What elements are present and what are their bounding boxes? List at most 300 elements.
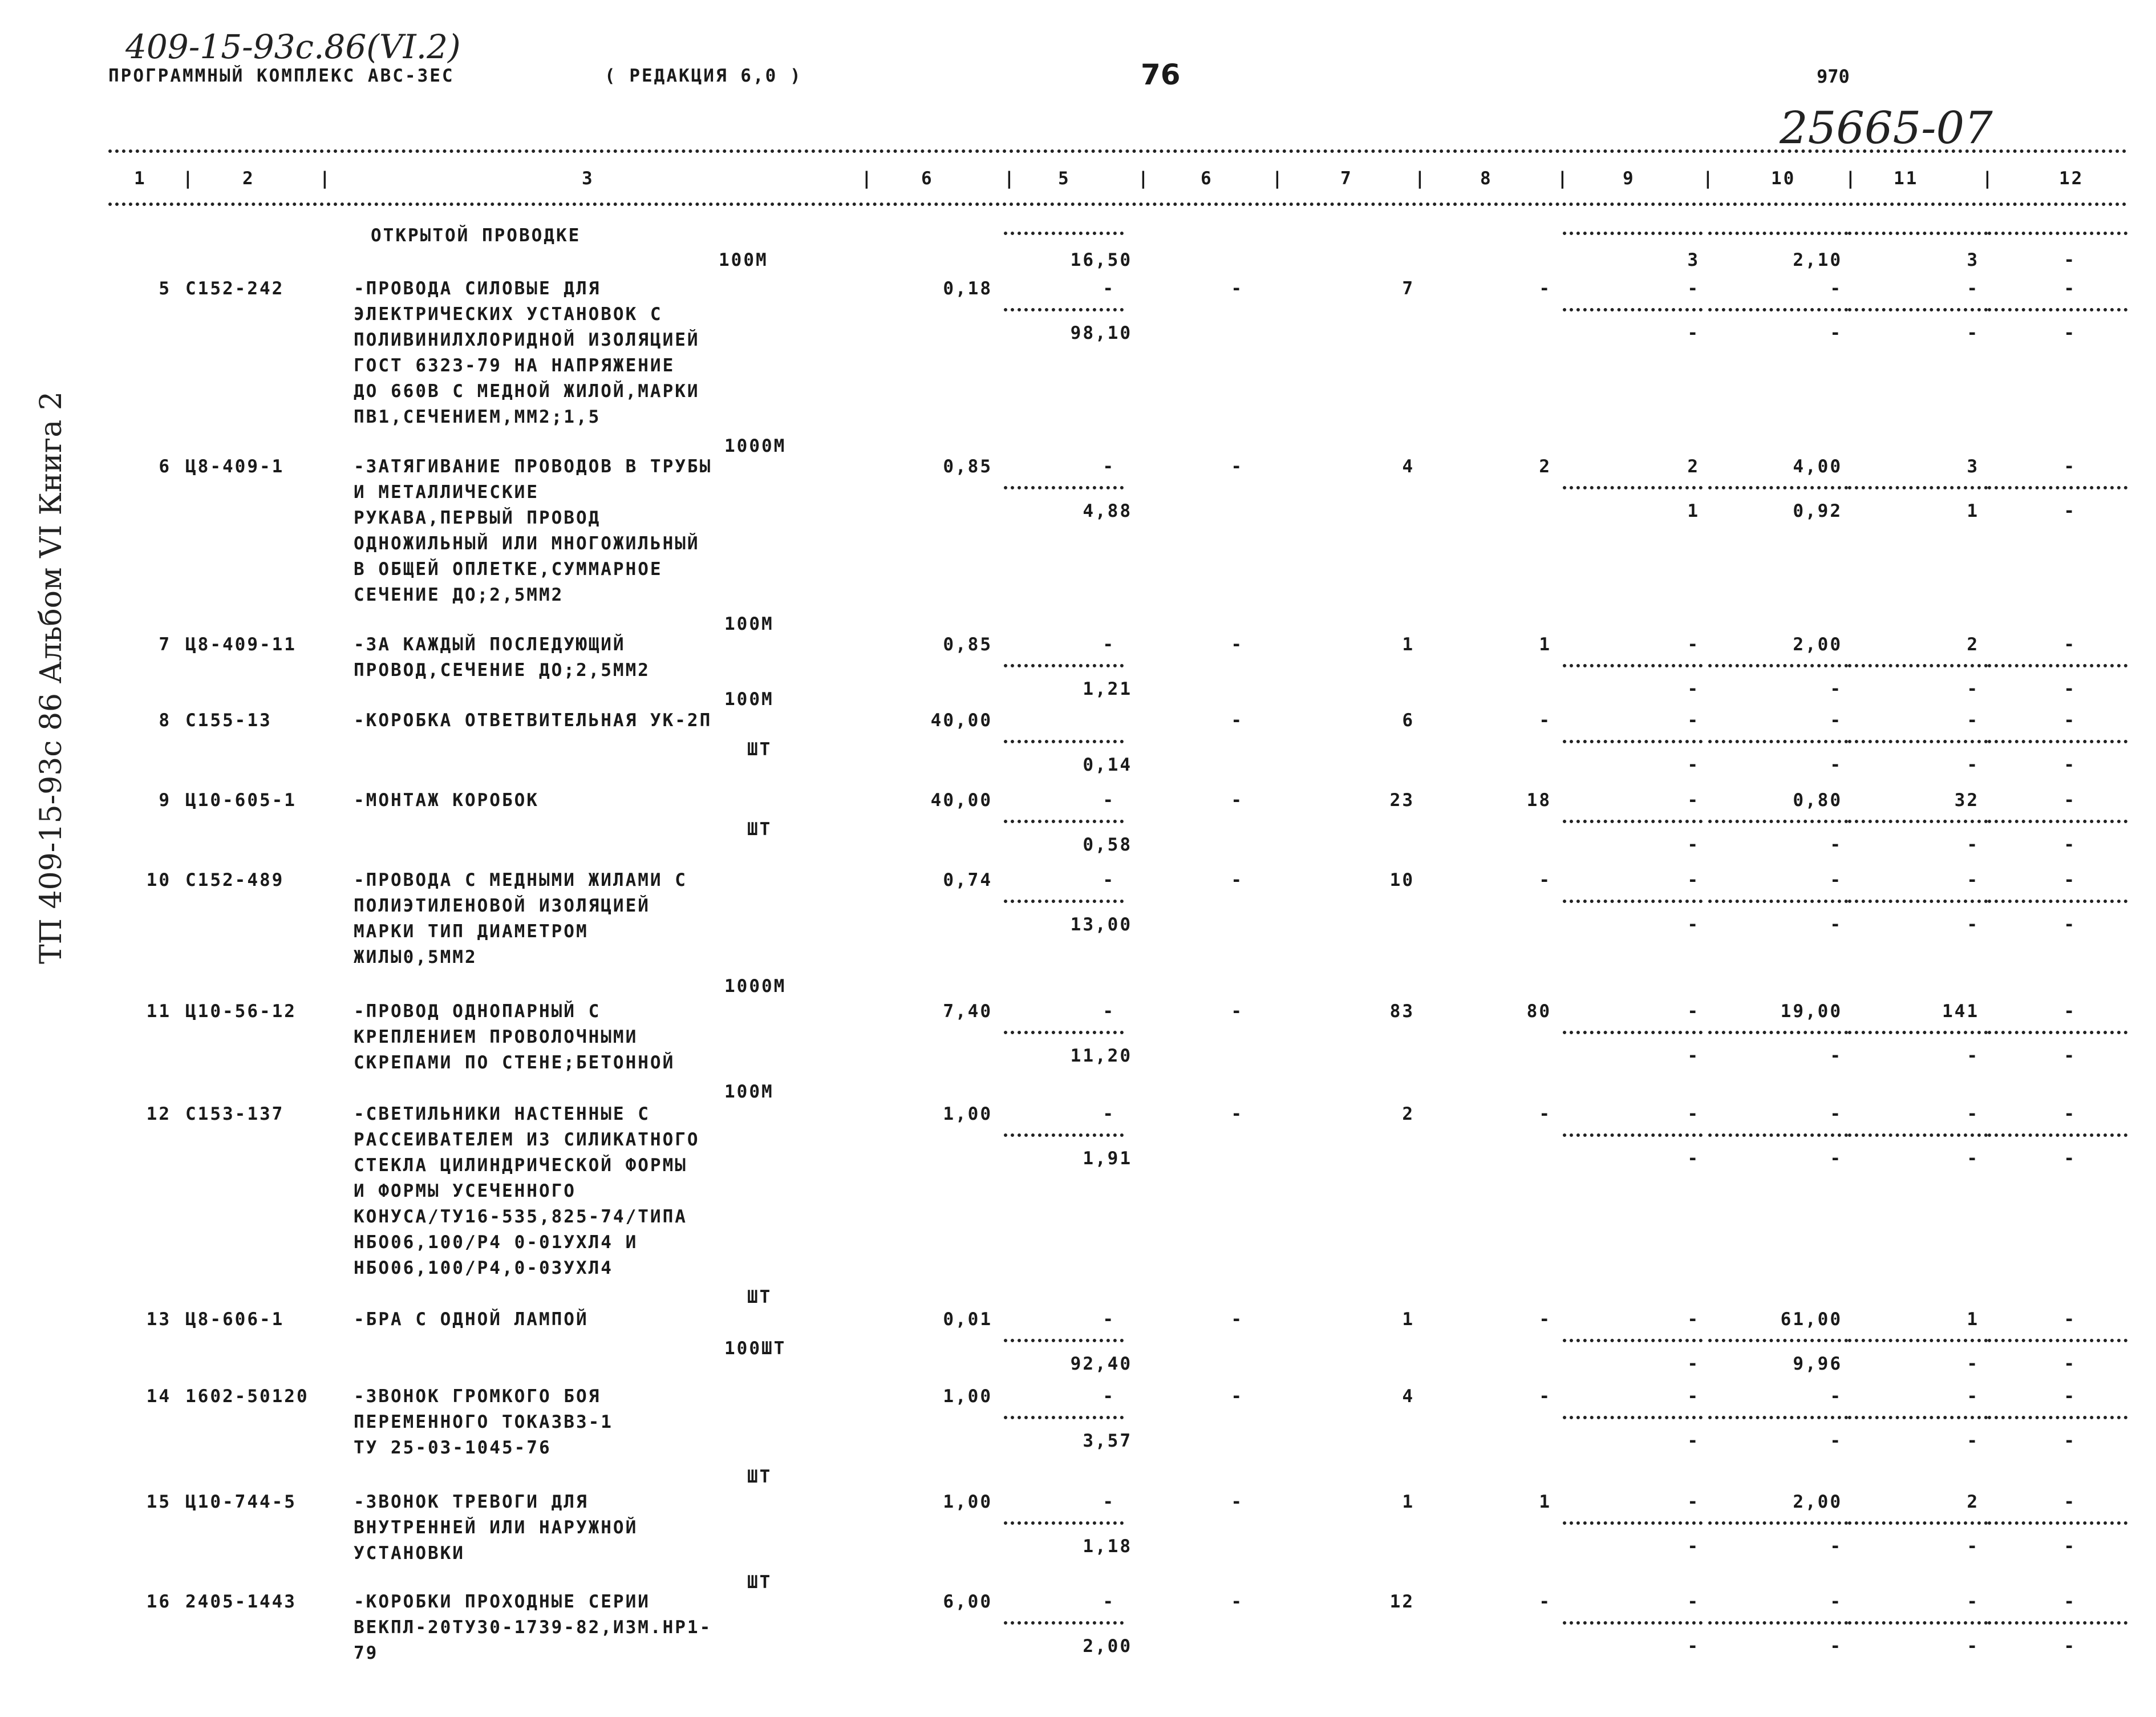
row-subtotal-rule <box>1988 486 2127 489</box>
table-header-rule <box>108 203 2127 206</box>
row-col9-bottom: - <box>1687 1431 1700 1451</box>
row-subtotal-rule <box>1708 1031 1848 1034</box>
row-subtotal-rule <box>1563 664 1703 667</box>
row-number: 5 <box>159 278 171 299</box>
row-col9-top: - <box>1687 1309 1700 1330</box>
row-description-line: ПРОВОД,СЕЧЕНИЕ ДО;2,5ММ2 <box>354 660 650 681</box>
row-subtotal-rule <box>1708 1416 1848 1419</box>
row-col10-bottom: - <box>1830 835 1842 855</box>
row-description-line: НБО06,100/Р4,0-03УХЛ4 <box>354 1258 613 1278</box>
row-col5-bottom: 92,40 <box>1070 1354 1132 1374</box>
row-description-line: УСТАНОВКИ <box>354 1543 465 1564</box>
row-number: 12 <box>146 1104 171 1124</box>
row-col5-top: - <box>1103 634 1115 655</box>
row-quantity: 0,74 <box>943 870 992 890</box>
row-col10-bottom: - <box>1830 1636 1842 1657</box>
row-description-line: СКРЕПАМИ ПО СТЕНЕ;БЕТОННОЙ <box>354 1052 675 1073</box>
row-col9-top: - <box>1687 1001 1700 1022</box>
row-col10-top: - <box>1830 1386 1842 1407</box>
row-col7: 7 <box>1402 278 1415 299</box>
row-col8: - <box>1539 1104 1551 1124</box>
row-col9-top: - <box>1687 790 1700 811</box>
row-col12-top: - <box>2064 456 2076 477</box>
row-subtotal-rule <box>1563 900 1703 903</box>
row-unit: ШТ <box>747 819 772 840</box>
row-description-line: ВНУТРЕННЕЙ ИЛИ НАРУЖНОЙ <box>354 1517 638 1538</box>
row-col5-top: - <box>1103 278 1115 299</box>
row-col10-top: 2,00 <box>1793 1492 1842 1512</box>
column-separator: | <box>183 168 195 189</box>
row-subtotal-rule <box>1004 308 1124 311</box>
row-description-line: КОНУСА/ТУ16-535,825-74/ТИПА <box>354 1206 687 1227</box>
row-col6: - <box>1231 1104 1243 1124</box>
row-col10-bottom: - <box>1830 323 1842 343</box>
row-col7: 10 <box>1389 870 1415 890</box>
row-col11-top: 1 <box>1967 1309 1979 1330</box>
row-subtotal-rule <box>1988 740 2127 743</box>
row-col7: 83 <box>1389 1001 1415 1022</box>
row-col5-bottom: 0,58 <box>1083 835 1132 855</box>
row-quantity: 0,85 <box>943 456 992 477</box>
row-col7: 4 <box>1402 1386 1415 1407</box>
row-code: Ц10-744-5 <box>185 1492 297 1512</box>
row-subtotal-rule <box>1988 1521 2127 1525</box>
row-description-line: ЭЛЕКТРИЧЕСКИХ УСТАНОВОК С <box>354 304 663 325</box>
row-col10-bottom: - <box>1830 914 1842 935</box>
row-col8: - <box>1539 1309 1551 1330</box>
row-col10-top: - <box>1830 1104 1842 1124</box>
row-code: С153-137 <box>185 1104 285 1124</box>
row-subtotal-rule <box>1848 1416 1988 1419</box>
row-unit: 100ШТ <box>724 1338 787 1359</box>
column-header: 2 <box>242 168 255 189</box>
row-quantity: 40,00 <box>930 710 992 731</box>
value-col5: 16,50 <box>1070 250 1132 270</box>
column-header: 6 <box>1201 168 1213 189</box>
row-col10-top: - <box>1830 870 1842 890</box>
row-col11-bottom: - <box>1967 1148 1979 1169</box>
row-col11-bottom: - <box>1967 1046 1979 1066</box>
row-code: Ц8-409-11 <box>185 634 297 655</box>
row-col5-top: - <box>1103 790 1115 811</box>
row-col6: - <box>1231 1309 1243 1330</box>
row-code: С155-13 <box>185 710 272 731</box>
row-subtotal-rule <box>1988 664 2127 667</box>
column-header: 5 <box>1058 168 1071 189</box>
row-col7: 23 <box>1389 790 1415 811</box>
row-description-line: СЕЧЕНИЕ ДО;2,5ММ2 <box>354 585 564 605</box>
column-header: 12 <box>2059 168 2084 189</box>
row-number: 14 <box>146 1386 171 1407</box>
row-col9-bottom: - <box>1687 1536 1700 1557</box>
row-col5-top: - <box>1103 1592 1115 1612</box>
row-col12-top: - <box>2064 710 2076 731</box>
row-subtotal-rule <box>1563 486 1703 489</box>
row-col12-bottom: - <box>2064 1636 2076 1657</box>
value-col10: 2,10 <box>1793 250 1842 270</box>
row-col12-top: - <box>2064 1386 2076 1407</box>
row-col12-bottom: - <box>2064 1431 2076 1451</box>
row-description-line: РУКАВА,ПЕРВЫЙ ПРОВОД <box>354 508 601 528</box>
row-col7: 1 <box>1402 634 1415 655</box>
row-subtotal-rule <box>1848 1031 1988 1034</box>
row-subtotal-rule <box>1563 1621 1703 1625</box>
row-col5-top: - <box>1103 1001 1115 1022</box>
row-col6: - <box>1231 1492 1243 1512</box>
row-subtotal-rule <box>1848 900 1988 903</box>
row-col12-top: - <box>2064 1492 2076 1512</box>
row-col11-top: 2 <box>1967 1492 1979 1512</box>
row-col11-top: 2 <box>1967 634 1979 655</box>
row-subtotal-rule <box>1004 664 1124 667</box>
row-subtotal-rule <box>1988 900 2127 903</box>
row-col9-bottom: - <box>1687 835 1700 855</box>
column-header: 3 <box>582 168 594 189</box>
column-header: 10 <box>1771 168 1796 189</box>
row-col9-bottom: 1 <box>1687 501 1700 521</box>
row-col12-top: - <box>2064 634 2076 655</box>
row-col10-bottom: 9,96 <box>1793 1354 1842 1374</box>
row-col11-bottom: - <box>1967 1354 1979 1374</box>
row-col8: 18 <box>1526 790 1551 811</box>
column-separator: | <box>1557 168 1570 189</box>
value-col12: - <box>2064 250 2076 270</box>
row-code: Ц8-409-1 <box>185 456 285 477</box>
edition-label: ( РЕДАКЦИЯ 6,0 ) <box>605 66 803 86</box>
row-col7: 4 <box>1402 456 1415 477</box>
row-subtotal-rule <box>1004 1621 1124 1625</box>
row-description-line: -КОРОБКИ ПРОХОДНЫЕ СЕРИИ <box>354 1592 650 1612</box>
row-subtotal-rule <box>1848 486 1988 489</box>
row-col11-top: 141 <box>1942 1001 1979 1022</box>
row-description-line: ПОЛИЭТИЛЕНОВОЙ ИЗОЛЯЦИЕЙ <box>354 896 650 916</box>
column-separator: | <box>1982 168 1995 189</box>
row-col12-top: - <box>2064 278 2076 299</box>
row-col11-top: 32 <box>1954 790 1979 811</box>
row-description-line: СТЕКЛА ЦИЛИНДРИЧЕСКОЙ ФОРМЫ <box>354 1155 687 1176</box>
row-number: 15 <box>146 1492 171 1512</box>
row-col5-top: - <box>1103 1309 1115 1330</box>
row-col9-top: - <box>1687 870 1700 890</box>
row-col11-top: - <box>1967 710 1979 731</box>
row-unit: ШТ <box>747 739 772 760</box>
row-description-line: В ОБЩЕЙ ОПЛЕТКЕ,СУММАРНОЕ <box>354 559 663 580</box>
row-subtotal-rule <box>1004 1521 1124 1525</box>
row-col12-bottom: - <box>2064 679 2076 699</box>
column-header: 11 <box>1894 168 1919 189</box>
row-col8: 1 <box>1539 1492 1551 1512</box>
row-col5-bottom: 1,21 <box>1083 679 1132 699</box>
row-col8: 80 <box>1526 1001 1551 1022</box>
row-subtotal-rule <box>1004 900 1124 903</box>
row-col12-top: - <box>2064 870 2076 890</box>
column-header: 6 <box>921 168 934 189</box>
row-number: 8 <box>159 710 171 731</box>
row-col8: - <box>1539 710 1551 731</box>
row-col5-top: - <box>1103 1492 1115 1512</box>
row-code: 1602-50120 <box>185 1386 309 1407</box>
row-col9-bottom: - <box>1687 755 1700 775</box>
row-unit: ШТ <box>747 1467 772 1487</box>
row-col11-bottom: - <box>1967 679 1979 699</box>
row-number: 10 <box>146 870 171 890</box>
row-unit: 100М <box>724 689 774 710</box>
row-number: 16 <box>146 1592 171 1612</box>
column-separator: | <box>1703 168 1715 189</box>
row-col7: 2 <box>1402 1104 1415 1124</box>
row-subtotal-rule <box>1848 664 1988 667</box>
row-subtotal-rule <box>1563 740 1703 743</box>
row-subtotal-rule <box>1988 820 2127 823</box>
row-unit: 100М <box>724 614 774 634</box>
row-col7: 12 <box>1389 1592 1415 1612</box>
row-col9-bottom: - <box>1687 914 1700 935</box>
row-col9-bottom: - <box>1687 679 1700 699</box>
row-col12-bottom: - <box>2064 501 2076 521</box>
row-subtotal-rule <box>1708 1339 1848 1342</box>
row-col11-top: - <box>1967 1386 1979 1407</box>
row-quantity: 40,00 <box>930 790 992 811</box>
row-description-line: ПЕРЕМЕННОГО ТОКАЗВЗ-1 <box>354 1412 613 1432</box>
row-col5-bottom: 1,91 <box>1083 1148 1132 1169</box>
column-separator: | <box>1138 168 1150 189</box>
row-code: Ц10-56-12 <box>185 1001 297 1022</box>
subtotal-rule <box>1988 232 2127 235</box>
row-subtotal-rule <box>1988 1031 2127 1034</box>
row-col7: 1 <box>1402 1492 1415 1512</box>
row-quantity: 7,40 <box>943 1001 992 1022</box>
row-col12-bottom: - <box>2064 1046 2076 1066</box>
row-subtotal-rule <box>1848 1621 1988 1625</box>
row-code: 2405-1443 <box>185 1592 297 1612</box>
row-col8: - <box>1539 1592 1551 1612</box>
row-col8: 2 <box>1539 456 1551 477</box>
row-col5-top: - <box>1103 1104 1115 1124</box>
row-col7: 6 <box>1402 710 1415 731</box>
row-col10-bottom: - <box>1830 1148 1842 1169</box>
row-description-line: И ФОРМЫ УСЕЧЕННОГО <box>354 1181 576 1201</box>
row-number: 9 <box>159 790 171 811</box>
row-subtotal-rule <box>1708 820 1848 823</box>
row-col9-top: - <box>1687 1492 1700 1512</box>
column-separator: | <box>1004 168 1016 189</box>
row-col12-bottom: - <box>2064 755 2076 775</box>
row-code: С152-489 <box>185 870 285 890</box>
row-subtotal-rule <box>1848 1133 1988 1137</box>
row-description-line: НБО06,100/Р4 0-01УХЛ4 И <box>354 1232 638 1253</box>
row-subtotal-rule <box>1848 1339 1988 1342</box>
row-description-line: -КОРОБКА ОТВЕТВИТЕЛЬНАЯ УК-2П <box>354 710 712 731</box>
row-description-line: -БРА С ОДНОЙ ЛАМПОЙ <box>354 1309 589 1330</box>
row-subtotal-rule <box>1563 1339 1703 1342</box>
row-number: 7 <box>159 634 171 655</box>
row-subtotal-rule <box>1563 1416 1703 1419</box>
row-col12-bottom: - <box>2064 1536 2076 1557</box>
row-col9-top: - <box>1687 710 1700 731</box>
side-album-label: ТП 409-15-93с 86 Альбом VI Книга 2 <box>34 391 68 964</box>
row-col5-bottom: 1,18 <box>1083 1536 1132 1557</box>
row-quantity: 0,18 <box>943 278 992 299</box>
row-subtotal-rule <box>1004 1416 1124 1419</box>
row-subtotal-rule <box>1988 1339 2127 1342</box>
row-subtotal-rule <box>1848 1521 1988 1525</box>
row-description-line: -МОНТАЖ КОРОБОК <box>354 790 539 811</box>
row-description-line: ГОСТ 6323-79 НА НАПРЯЖЕНИЕ <box>354 355 675 376</box>
row-col9-top: - <box>1687 1592 1700 1612</box>
row-col8: - <box>1539 870 1551 890</box>
row-description-line: ВЕКПЛ-20ТУ30-1739-82,ИЗМ.НР1- <box>354 1617 712 1638</box>
row-col5-top: - <box>1103 1386 1115 1407</box>
row-col10-top: 61,00 <box>1780 1309 1842 1330</box>
row-col11-top: - <box>1967 278 1979 299</box>
row-col12-top: - <box>2064 1592 2076 1612</box>
column-separator: | <box>1272 168 1284 189</box>
row-subtotal-rule <box>1563 1521 1703 1525</box>
row-col8: 1 <box>1539 634 1551 655</box>
row-subtotal-rule <box>1563 1031 1703 1034</box>
row-col9-top: - <box>1687 634 1700 655</box>
row-code: С152-242 <box>185 278 285 299</box>
row-col12-bottom: - <box>2064 835 2076 855</box>
column-header: 8 <box>1480 168 1493 189</box>
subtotal-rule <box>1848 232 1988 235</box>
row-col8: - <box>1539 1386 1551 1407</box>
row-subtotal-rule <box>1004 740 1124 743</box>
row-quantity: 0,85 <box>943 634 992 655</box>
value-col11: 3 <box>1967 250 1979 270</box>
row-number: 11 <box>146 1001 171 1022</box>
row-code: Ц8-606-1 <box>185 1309 285 1330</box>
row-subtotal-rule <box>1988 1416 2127 1419</box>
row-subtotal-rule <box>1004 486 1124 489</box>
table-top-rule <box>108 149 2127 153</box>
row-col10-bottom: - <box>1830 1046 1842 1066</box>
row-description-line: ОДНОЖИЛЬНЫЙ ИЛИ МНОГОЖИЛЬНЫЙ <box>354 533 700 554</box>
subtotal-rule <box>1004 232 1124 235</box>
row-col10-top: 0,80 <box>1793 790 1842 811</box>
row-col9-bottom: - <box>1687 1046 1700 1066</box>
row-description-line: КРЕПЛЕНИЕМ ПРОВОЛОЧНЫМИ <box>354 1027 638 1047</box>
row-quantity: 1,00 <box>943 1386 992 1407</box>
row-col9-top: - <box>1687 1386 1700 1407</box>
row-col12-bottom: - <box>2064 1354 2076 1374</box>
row-col10-top: 2,00 <box>1793 634 1842 655</box>
row-col5-bottom: 2,00 <box>1083 1636 1132 1657</box>
row-description-line: 79 <box>354 1643 379 1663</box>
row-description-line: -ЗВОНОК ТРЕВОГИ ДЛЯ <box>354 1492 589 1512</box>
row-quantity: 1,00 <box>943 1492 992 1512</box>
row-description-line: РАССЕИВАТЕЛЕМ ИЗ СИЛИКАТНОГО <box>354 1129 700 1150</box>
row-description-line: ПОЛИВИНИЛХЛОРИДНОЙ ИЗОЛЯЦИЕЙ <box>354 330 700 350</box>
row-col5-bottom: 3,57 <box>1083 1431 1132 1451</box>
row-col6: - <box>1231 790 1243 811</box>
row-subtotal-rule <box>1563 820 1703 823</box>
subtotal-rule <box>1708 232 1848 235</box>
row-col6: - <box>1231 1592 1243 1612</box>
row-subtotal-rule <box>1004 1031 1124 1034</box>
row-description-line: -ПРОВОД ОДНОПАРНЫЙ С <box>354 1001 601 1022</box>
row-col9-top: 2 <box>1687 456 1700 477</box>
row-col12-top: - <box>2064 790 2076 811</box>
row-col9-top: - <box>1687 278 1700 299</box>
row-col5-bottom: 98,10 <box>1070 323 1132 343</box>
column-separator: | <box>861 168 874 189</box>
unit-label: 100М <box>719 250 768 270</box>
program-title: ПРОГРАММНЫЙ КОМПЛЕКС АВС-ЗЕС <box>108 66 455 86</box>
row-col9-top: - <box>1687 1104 1700 1124</box>
row-unit: 1000М <box>724 976 787 997</box>
row-subtotal-rule <box>1848 308 1988 311</box>
row-col11-bottom: - <box>1967 1431 1979 1451</box>
row-subtotal-rule <box>1988 1133 2127 1137</box>
row-col11-bottom: - <box>1967 755 1979 775</box>
row-col10-bottom: - <box>1830 679 1842 699</box>
value-col9: 3 <box>1687 250 1700 270</box>
row-col10-top: - <box>1830 278 1842 299</box>
row-col11-top: 3 <box>1967 456 1979 477</box>
row-col9-bottom: - <box>1687 323 1700 343</box>
row-col10-top: 19,00 <box>1780 1001 1842 1022</box>
row-subtotal-rule <box>1848 820 1988 823</box>
column-header: 1 <box>134 168 147 189</box>
row-col9-bottom: - <box>1687 1636 1700 1657</box>
row-col11-bottom: - <box>1967 1636 1979 1657</box>
row-col10-bottom: - <box>1830 755 1842 775</box>
row-subtotal-rule <box>1708 740 1848 743</box>
row-subtotal-rule <box>1708 664 1848 667</box>
row-subtotal-rule <box>1708 900 1848 903</box>
row-description-line: -СВЕТИЛЬНИКИ НАСТЕННЫЕ С <box>354 1104 650 1124</box>
row-col10-top: 4,00 <box>1793 456 1842 477</box>
row-col6: - <box>1231 1386 1243 1407</box>
row-col10-top: - <box>1830 1592 1842 1612</box>
row-col6: - <box>1231 870 1243 890</box>
row-description-line: МАРКИ ТИП ДИАМЕТРОМ <box>354 921 589 942</box>
row-quantity: 0,01 <box>943 1309 992 1330</box>
row-col11-bottom: - <box>1967 1536 1979 1557</box>
row-col8: - <box>1539 278 1551 299</box>
row-quantity: 1,00 <box>943 1104 992 1124</box>
page-number: 76 <box>1141 58 1181 91</box>
column-separator: | <box>319 168 332 189</box>
row-description-line: -ЗВОНОК ГРОМКОГО БОЯ <box>354 1386 601 1407</box>
row-subtotal-rule <box>1988 308 2127 311</box>
handwritten-registration-number: 25665-07 <box>1780 103 1993 154</box>
row-col11-bottom: - <box>1967 914 1979 935</box>
row-unit: 1000М <box>724 436 787 456</box>
row-subtotal-rule <box>1708 1521 1848 1525</box>
row-description-line: -ЗАТЯГИВАНИЕ ПРОВОДОВ В ТРУБЫ <box>354 456 712 477</box>
row-subtotal-rule <box>1004 820 1124 823</box>
row-description-line: ПВ1,СЕЧЕНИЕМ,ММ2;1,5 <box>354 407 601 427</box>
column-header: 9 <box>1623 168 1635 189</box>
row-unit: ШТ <box>747 1287 772 1307</box>
row-col11-bottom: - <box>1967 323 1979 343</box>
column-header: 7 <box>1340 168 1353 189</box>
row-subtotal-rule <box>1988 1621 2127 1625</box>
row-description-line: -ПРОВОДА С МЕДНЫМИ ЖИЛАМИ С <box>354 870 687 890</box>
row-col5-bottom: 4,88 <box>1083 501 1132 521</box>
row-col12-bottom: - <box>2064 914 2076 935</box>
column-separator: | <box>1845 168 1858 189</box>
row-col12-top: - <box>2064 1309 2076 1330</box>
row-unit: ШТ <box>747 1572 772 1593</box>
row-code: Ц10-605-1 <box>185 790 297 811</box>
continuation-text: ОТКРЫТОЙ ПРОВОДКЕ <box>371 225 581 246</box>
row-number: 6 <box>159 456 171 477</box>
row-description-line: И МЕТАЛЛИЧЕСКИЕ <box>354 482 539 503</box>
row-col10-bottom: 0,92 <box>1793 501 1842 521</box>
